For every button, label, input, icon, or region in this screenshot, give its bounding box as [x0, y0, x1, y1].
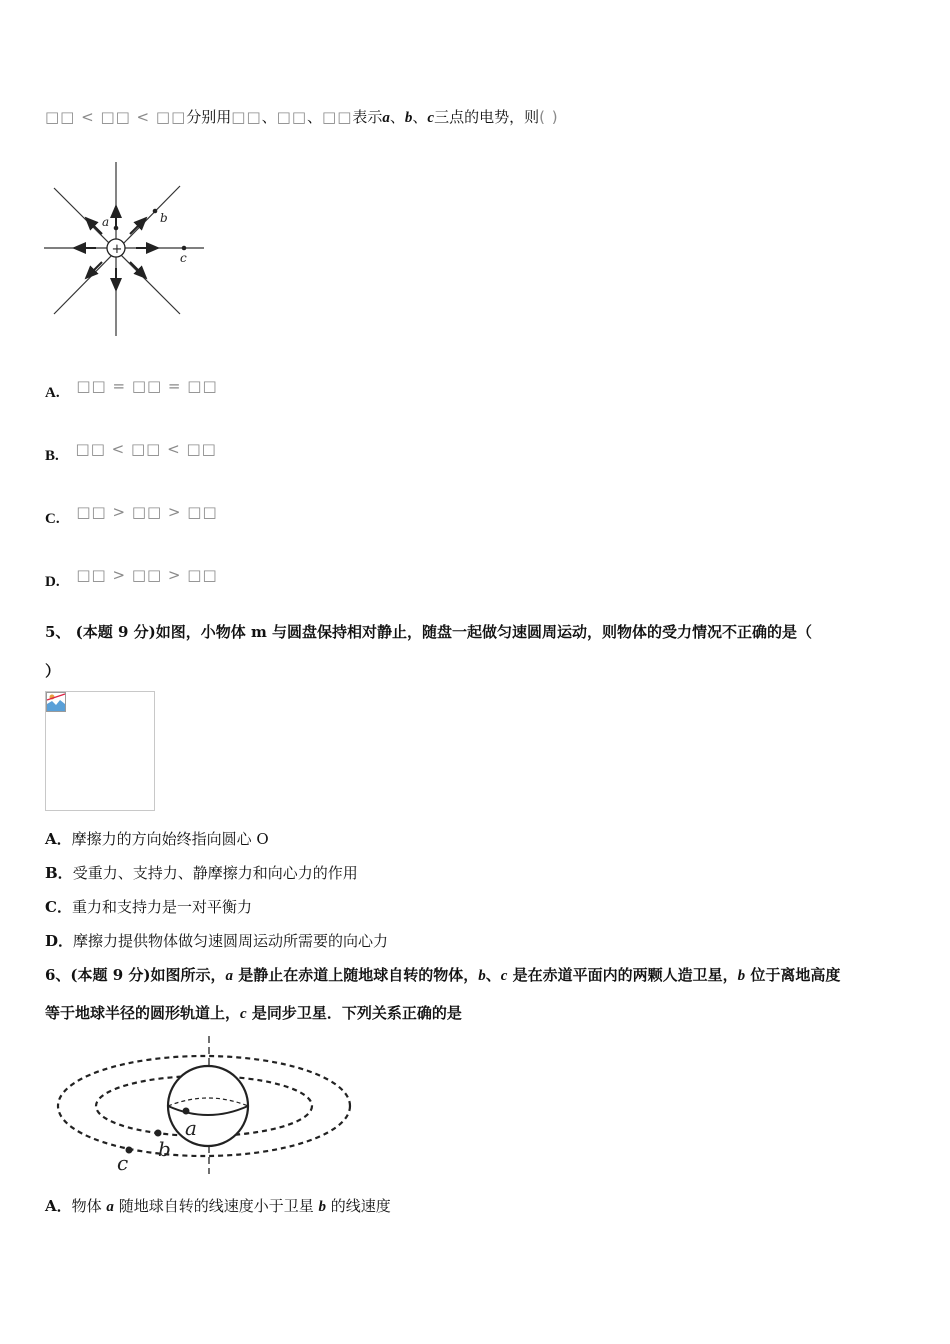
q4-option-a[interactable] [45, 377, 218, 402]
earth [168, 1066, 248, 1146]
label-b: b [160, 211, 168, 225]
q4-stem-tail [45, 106, 559, 127]
arrow-upright [130, 218, 146, 234]
var-c: c [500, 968, 508, 984]
option-text: 的线速度 [325, 1197, 391, 1215]
label-a: a [102, 215, 110, 229]
potential-symbol-3: □□ [322, 108, 353, 126]
orbit-figure [50, 1034, 360, 1176]
q5-stem-end: ） [45, 662, 61, 680]
arrow-upleft [86, 218, 102, 234]
option-expression: □□ = □□ = □□ [76, 377, 218, 395]
q6-stem-line1 [45, 964, 840, 985]
q6-stem-line2 [45, 1002, 462, 1023]
separator: 、 [485, 966, 501, 984]
var-b: b [478, 968, 486, 984]
q4-option-c[interactable] [45, 503, 218, 528]
option-text: 受重力、支持力、静摩擦力和向心力的作用 [72, 864, 358, 882]
q4-option-b[interactable] [45, 440, 217, 465]
q5-option-c[interactable] [45, 896, 252, 917]
var-a: a [106, 1199, 114, 1215]
var-b: b [737, 968, 746, 984]
broken-image-icon [46, 692, 66, 712]
q6-text: 是静止在赤道上随地球自转的物体， [233, 966, 479, 984]
q6-text: 等于地球半径的圆形轨道上， [45, 1004, 241, 1022]
q5-option-d[interactable] [45, 930, 388, 951]
q6-text: 位于离地高度 [745, 966, 841, 984]
q6-text: 是同步卫星．下列关系正确的是 [246, 1004, 462, 1022]
charge-sign: + [111, 242, 123, 257]
var-a: a [382, 110, 390, 126]
q5-option-b[interactable] [45, 862, 358, 883]
option-expression: □□ > □□ > □□ [76, 503, 218, 521]
point-a [114, 226, 119, 231]
option-label: A． [45, 830, 72, 848]
option-label: B． [45, 864, 73, 882]
potential-symbol-2: □□ [276, 108, 307, 126]
var-c: c [427, 110, 435, 126]
text-denote: 表示 [352, 108, 383, 126]
object-a [183, 1108, 190, 1115]
broken-image-placeholder [45, 691, 155, 811]
option-text: 摩擦力提供物体做匀速圆周运动所需要的向心力 [73, 932, 389, 950]
answer-paren: ( ) [539, 108, 559, 126]
point-b [153, 209, 158, 214]
text-tail: 三点的电势，则 [434, 108, 540, 126]
option-expression: □□ > □□ > □□ [76, 566, 218, 584]
q6-prefix: 6、(本题 9 分)如图所示， [45, 966, 226, 984]
var-c: c [240, 1006, 247, 1022]
option-label: A. [45, 385, 60, 401]
separator: 、 [389, 108, 405, 126]
option-text: 随地球自转的线速度小于卫星 [113, 1197, 319, 1215]
electric-field-figure [40, 158, 210, 340]
potential-symbol-1: □□ [231, 108, 262, 126]
q5-stem: 5、 (本题 9 分)如图，小物体 m 与圆盘保持相对静止，随盘一起做匀速圆周运动，则物体的受力情况不正确的是（ [45, 623, 813, 641]
label-c: c [117, 1151, 129, 1175]
separator: 、 [307, 108, 323, 126]
option-expression: □□ < □□ < □□ [75, 440, 217, 458]
arrow-downright [130, 262, 146, 278]
option-label: B. [45, 448, 59, 464]
option-text: 摩擦力的方向始终指向圆心 O [71, 830, 269, 848]
var-b: b [404, 110, 413, 126]
separator: 、 [261, 108, 277, 126]
option-label: D． [45, 932, 74, 950]
label-c: c [180, 251, 187, 265]
q5-option-a[interactable] [45, 828, 269, 849]
satellite-b [155, 1130, 162, 1137]
q6-option-a[interactable] [45, 1195, 391, 1216]
separator: 、 [412, 108, 428, 126]
option-label: A． [45, 1197, 72, 1215]
q4-option-d[interactable] [45, 566, 218, 591]
label-b: b [158, 1137, 171, 1161]
option-label: C. [45, 511, 60, 527]
option-label: D. [45, 574, 60, 590]
var-b: b [318, 1199, 326, 1215]
text-separated: 分别用 [186, 108, 232, 126]
option-label: C． [45, 898, 72, 916]
label-a: a [185, 1116, 197, 1140]
option-text: 重力和支持力是一对平衡力 [71, 898, 252, 916]
potential-chain: □□ < □□ < □□ [45, 108, 187, 126]
point-c [182, 246, 187, 251]
q6-text: 是在赤道平面内的两颗人造卫星， [507, 966, 738, 984]
var-a: a [225, 968, 234, 984]
option-text: 物体 [71, 1197, 107, 1215]
arrow-downleft [86, 262, 102, 278]
